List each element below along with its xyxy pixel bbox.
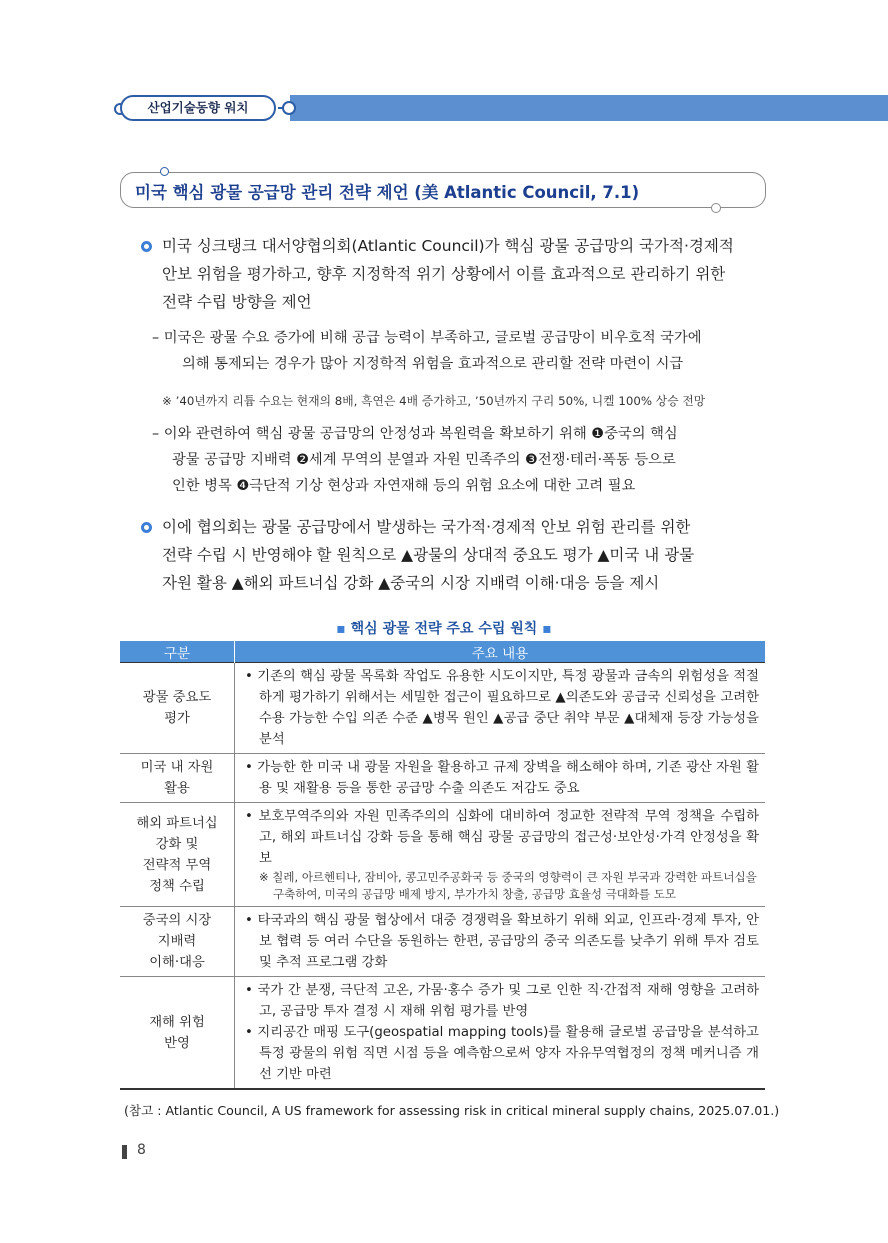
content-item: • 기존의 핵심 광물 목록화 작업도 유용한 시도이지만, 특정 광물과 금속의 위험성을 적절하게 평가하기 위해서는 세밀한 접근이 필요하므로 ▲의존도와 공급국 신뢰성을 고려한 수용 가능한 수입 의존 수준 ▲병목 원인 ▲공급 중단 취약 부문 ▲대체재 등장 가능성을 분석	[245, 669, 759, 747]
section-title: 미국 핵심 광물 공급망 관리 전략 제언 (美 Atlantic Council, 7.1)	[135, 183, 640, 202]
category-line: 재해 위험	[149, 1014, 205, 1030]
note-1: ※ ’40년까지 리튬 수요는 현재의 8배, 흑연은 4배 증가하고, ’50년까지 구리 50%, 니켈 100% 상승 전망	[162, 394, 706, 408]
title-knob-top	[160, 167, 169, 176]
content-item: • 보호무역주의와 자원 민족주의의 심화에 대비하여 정교한 전략적 무역 정책을 수립하고, 해외 파트너십 강화 등을 통해 핵심 광물 공급망의 접근성·보안성·가격 안정성을 확보	[245, 809, 760, 866]
content-cell	[235, 754, 766, 803]
category-cell	[120, 907, 235, 977]
reference-note: (참고 : Atlantic Council, A US framework for assessing risk in critical mineral supply chains, 2025.07.01.)	[124, 1103, 780, 1118]
sub-line: – 이와 관련하여 핵심 광물 공급망의 안정성과 복원력을 확보하기 위해 ❶중국의 핵심	[152, 426, 678, 442]
sub-line: – 미국은 광물 수요 증가에 비해 공급 능력이 부족하고, 글로벌 공급망이 비우호적 국가에	[152, 330, 702, 346]
category-cell	[120, 803, 235, 907]
category-line: 중국의 시장	[142, 913, 212, 928]
content-text: 가능한 한 미국 내 광물 자원을 활용하고 규제 장벽을 해소해야 하며, 기존 광산 자원 활용 및 재활용 등을 통한 공급망 수출 의존도 저감도 중요	[257, 760, 760, 796]
section-title-box	[120, 172, 766, 208]
table-row	[120, 907, 765, 977]
table-row	[120, 977, 765, 1090]
category-line: 정책 수립	[149, 878, 205, 894]
table-row	[120, 754, 765, 803]
paragraph-line: 이에 협의회는 광물 공급망에서 발생하는 국가적·경제적 안보 위험 관리를 위한	[162, 518, 691, 536]
content-cell	[235, 803, 766, 907]
sub-point-2	[152, 421, 678, 499]
content-text: 타국과의 핵심 광물 협상에서 대중 경쟁력을 확보하기 위해 외교, 인프라·경제 투자, 안보 협력 등 여러 수단을 동원하는 한편, 공급망의 중국 의존도를 낮추기 위해 투자 검토 및 추적 프로그램 강화	[257, 913, 759, 970]
category-line: 강화 및	[155, 836, 199, 852]
content-cell	[235, 663, 766, 754]
table-row	[120, 803, 765, 907]
table-header-row	[120, 641, 765, 663]
category-line: 이해·대응	[149, 955, 205, 970]
category-line: 반영	[164, 1035, 190, 1051]
category-line: 전략적 무역	[142, 857, 212, 873]
sub-point-1	[152, 325, 702, 377]
category-cell	[120, 663, 235, 754]
principles-table	[120, 641, 765, 1090]
page-number-marker	[122, 1145, 127, 1159]
table-caption	[0, 618, 888, 638]
paragraph-2	[162, 513, 694, 597]
content-text: 보호무역주의와 자원 민족주의의 심화에 대비하여 정교한 전략적 무역 정책을 수립하고, 해외 파트너십 강화 등을 통해 핵심 광물 공급망의 접근성·보안성·가격 안정성을 확보	[258, 809, 760, 866]
paragraph-1	[162, 232, 734, 316]
paragraph-line: 전략 수립 시 반영해야 할 원칙으로 ▲광물의 상대적 중요도 평가 ▲미국 내 광물	[162, 546, 695, 564]
category-cell	[120, 977, 235, 1090]
category-line: 활용	[164, 781, 190, 796]
table-row	[120, 663, 765, 754]
page-number: 8	[137, 1142, 146, 1158]
caption-marker-icon: ▪	[542, 621, 552, 637]
sub-line: 인한 병목 ❹극단적 기상 현상과 자연재해 등의 위험 요소에 대한 고려 필요	[172, 478, 636, 494]
bullet-icon	[141, 522, 152, 533]
section-tag: 산업기술동향 워치	[120, 95, 276, 121]
category-line: 평가	[164, 711, 190, 726]
bullet-icon	[141, 241, 152, 252]
header-dot-right	[282, 101, 296, 115]
header-band	[290, 95, 888, 121]
content-item: • 국가 간 분쟁, 극단적 고온, 가뭄·홍수 증가 및 그로 인한 직·간접적 재해 영향을 고려하고, 공급망 투자 결정 시 재해 위험 평가를 반영	[245, 983, 759, 1019]
title-knob-bottom	[711, 203, 721, 213]
paragraph-line: 미국 싱크탱크 대서양협의회(Atlantic Council)가 핵심 광물 공급망의 국가적·경제적	[162, 237, 734, 255]
caption-marker-icon: ▪	[336, 621, 346, 637]
category-line: 해외 파트너십	[136, 815, 218, 831]
column-header: 주요 내용	[235, 641, 766, 663]
sub-line: 의해 통제되는 경우가 많아 지정학적 위험을 효과적으로 관리할 전략 마련이 시급	[182, 356, 684, 372]
sub-line: 광물 공급망 지배력 ❷세계 무역의 분열과 자원 민족주의 ❸전쟁·테러·폭동 등으로	[172, 452, 676, 468]
category-line: 지배력	[157, 934, 197, 949]
content-text: 지리공간 매핑 도구(geospatial mapping tools)를 활용해 글로벌 공급망을 분석하고 특정 광물의 위험 직면 시점 등을 예측함으로써 양자 자유무역협정의 정책 메커니즘 개선 기반 마련	[257, 1025, 759, 1082]
paragraph-line: 자원 활용 ▲해외 파트너십 강화 ▲중국의 시장 지배력 이해·대응 등을 제시	[162, 574, 660, 592]
category-line: 광물 중요도	[142, 690, 212, 705]
caption-text: 핵심 광물 전략 주요 수립 원칙	[350, 621, 538, 637]
content-item: • 지리공간 매핑 도구(geospatial mapping tools)를 활용해 글로벌 공급망을 분석하고 특정 광물의 위험 직면 시점 등을 예측함으로써 양자 자유무역협정의 정책 메커니즘 개선 기반 마련	[245, 1025, 759, 1082]
paragraph-line: 전략 수립 방향을 제언	[162, 293, 312, 311]
content-cell	[235, 907, 766, 977]
content-cell	[235, 977, 766, 1090]
category-line: 미국 내 자원	[140, 760, 214, 775]
content-item: • 타국과의 핵심 광물 협상에서 대중 경쟁력을 확보하기 위해 외교, 인프라·경제 투자, 안보 협력 등 여러 수단을 동원하는 한편, 공급망의 중국 의존도를 낮추기 위해 투자 검토 및 추적 프로그램 강화	[245, 913, 759, 970]
content-text: 국가 간 분쟁, 극단적 고온, 가뭄·홍수 증가 및 그로 인한 직·간접적 재해 영향을 고려하고, 공급망 투자 결정 시 재해 위험 평가를 반영	[257, 983, 759, 1019]
content-text: 기존의 핵심 광물 목록화 작업도 유용한 시도이지만, 특정 광물과 금속의 위험성을 적절하게 평가하기 위해서는 세밀한 접근이 필요하므로 ▲의존도와 공급국 신뢰성을 고려한 수용 가능한 수입 의존 수준 ▲병목 원인 ▲공급 중단 취약 부문 ▲대체재 등장 가능성을 분석	[257, 669, 759, 747]
column-header: 구분	[120, 641, 235, 663]
content-item: • 가능한 한 미국 내 광물 자원을 활용하고 규제 장벽을 해소해야 하며, 기존 광산 자원 활용 및 재활용 등을 통한 공급망 수출 의존도 저감도 중요	[245, 760, 760, 796]
content-note: ※ 칠레, 아르헨티나, 잠비아, 콩고민주공화국 등 중국의 영향력이 큰 자원 부국과 강력한 파트너십을 구축하여, 미국의 공급망 배제 방지, 부가가치 창출, 공급망 효율성 극대화를 도모	[259, 870, 757, 901]
paragraph-line: 안보 위험을 평가하고, 향후 지정학적 위기 상황에서 이를 효과적으로 관리하기 위한	[162, 265, 726, 283]
category-cell	[120, 754, 235, 803]
